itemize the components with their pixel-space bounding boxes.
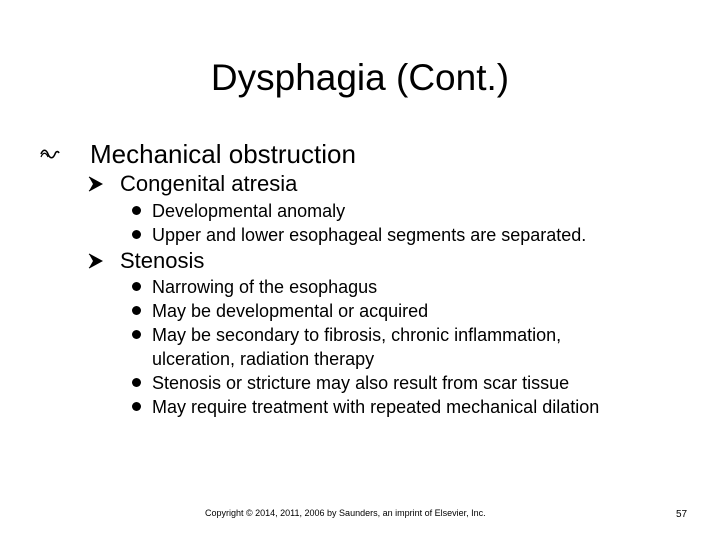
bullet-text: May be developmental or acquired — [152, 301, 429, 321]
bullet-dot — [132, 282, 141, 291]
arrow-bullet-icon — [87, 253, 103, 269]
bullet-dot — [132, 206, 141, 215]
wavy-bullet-icon — [40, 148, 60, 160]
bullet-dot — [132, 378, 141, 387]
bullet-dot — [132, 330, 141, 339]
bullet-continuation-text: ulceration, radiation therapy — [152, 349, 375, 369]
copyright-footer: Copyright © 2014, 2011, 2006 by Saunders, an imprint of Elsevier, Inc. — [205, 508, 486, 518]
section-label: Congenital atresia — [120, 171, 298, 196]
bullet-text: Stenosis or stricture may also result from scar tissue — [152, 373, 570, 393]
bullet-text: Narrowing of the esophagus — [152, 277, 378, 297]
slide-title: Dysphagia (Cont.) — [210, 57, 510, 98]
arrow-bullet-icon — [87, 176, 103, 192]
heading-text: Mechanical obstruction — [90, 139, 356, 169]
bullet-dot — [132, 230, 141, 239]
bullet-dot — [132, 402, 141, 411]
section-label: Stenosis — [120, 248, 205, 273]
page-number: 57 — [676, 509, 688, 520]
bullet-text: May require treatment with repeated mechanical dilation — [152, 397, 600, 417]
bullet-text: Developmental anomaly — [152, 201, 346, 221]
bullet-text: May be secondary to fibrosis, chronic inflammation, — [152, 325, 562, 345]
bullet-dot — [132, 306, 141, 315]
bullet-text: Upper and lower esophageal segments are separated. — [152, 225, 587, 245]
